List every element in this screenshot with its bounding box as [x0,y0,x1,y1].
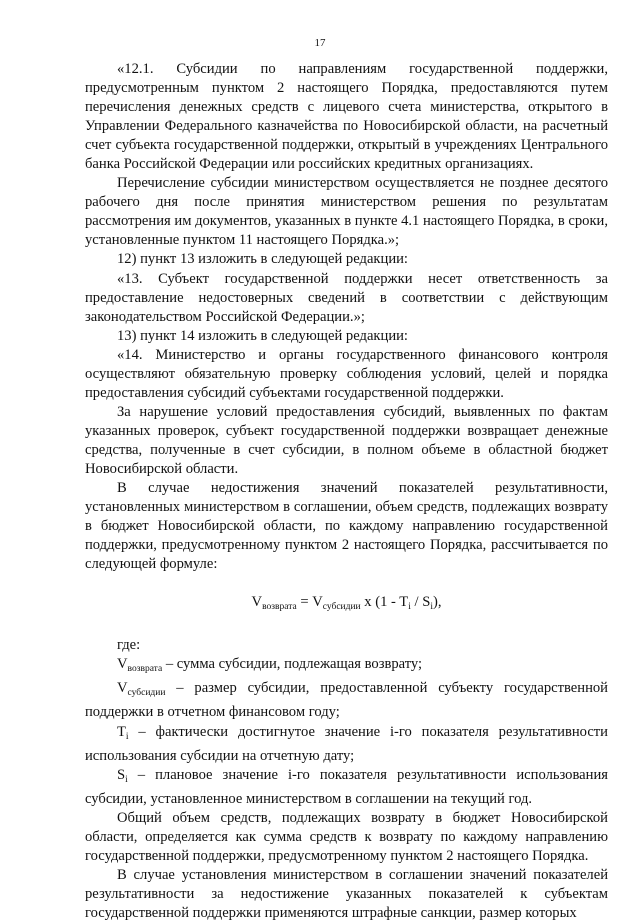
def-t-sub: i [125,731,129,742]
definition-t [85,723,608,766]
def-v-refund-symbol: V [117,656,128,673]
paragraph-14: «14. Министерство и органы государственного финансового контроля осуществляют обязательную проверку соблюдения условий, целей и порядка предоставления субсидий субъектами государственной поддержки. [85,346,608,401]
paragraph-12-1: «12.1. Субсидии по направлениям государственной поддержки, предусмотренным пунктом 2 настоящего Порядка, предоставляются путем перечисления денежных средств с лицевого счета министерства, открытого в Управлении Федерального казначейства по Новосибирской области, на расчетный счет субъекта государственной поддержки, открытый в учреждениях Центрального банка Российской Федерации или российских кредитных организациях. [85,61,608,173]
paragraph-item-13: 13) пункт 14 изложить в следующей редакции: [117,327,408,344]
formula-v-subsidy: V [312,594,323,611]
formula-v-subsidy-sub: субсидии [322,602,361,613]
def-v-subsidy-text: – размер субсидии, предоставленной субъекту государственной поддержки в отчетном финансовом году; [85,680,608,721]
paragraph-transfer-terms: Перечисление субсидии министерством осуществляется не позднее десятого рабочего дня после принятия министерством решения по результатам рассмотрения им документов, указанных в пункте 4.1 настоящего Порядка, в сроки, установленные пунктом 11 настоящего Порядка.»; [85,175,609,249]
refund-formula [85,593,608,617]
paragraph-item-12: 12) пункт 13 изложить в следующей редакции: [117,251,408,268]
definition-v-subsidy [85,679,608,722]
paragraph-underachievement: В случае недостижения значений показателей результативности, установленных министерством в соглашении, объем средств, подлежащих возврату в бюджет Новосибирской области, по каждому направлению государственной поддержки, предусмотренному пунктом 2 настоящего Порядка, рассчитывается по следующей формуле: [85,480,608,573]
formula-t-index: i [408,602,411,613]
def-v-refund-sub: возврата [127,664,163,675]
def-v-refund-text: – сумма субсидии, подлежащая возврату; [162,656,423,673]
document-body [85,60,608,923]
definition-v-refund [85,655,608,679]
def-s-symbol: S [117,766,126,783]
where-label: где: [117,637,141,654]
formula-v-refund: V [251,594,263,611]
def-s-sub: i [125,774,128,785]
definition-s [85,766,608,809]
formula-equals: = [296,594,313,611]
def-s-text: – плановое значение i-го показателя результативности использования субсидии, установленное министерством в соглашении на текущий год. [85,766,608,807]
page-number: 17 [314,37,326,49]
def-t-text: – фактически достигнутое значение i-го показателя результативности использования субсидии на отчетную дату; [85,723,608,764]
paragraph-total-refund: Общий объем средств, подлежащих возврату в бюджет Новосибирской области, определяется как сумма средств к возврату по каждому направлению государственной поддержки, предусмотренному пунктом 2 настоящего Порядка. [85,809,608,864]
paragraph-13: «13. Субъект государственной поддержки несет ответственность за предоставление недостоверных сведений в соответствии с действующим законодательством Российской Федерации.»; [85,270,608,325]
formula-divide: / S [410,594,431,611]
formula-v-refund-sub: возврата [262,602,297,613]
def-v-subsidy-symbol: V [117,680,128,697]
formula-end: ), [432,594,442,611]
formula-middle: x (1 - T [360,594,409,611]
paragraph-penalties: В случае установления министерством в соглашении значений показателей результативности за недостижение указанных показателей к субъектам государственной поддержки применяются штрафные санкции, размер которых [85,866,608,921]
formula-s-index: i [430,602,433,613]
def-v-subsidy-sub: субсидии [127,688,166,699]
paragraph-violation-refund: За нарушение условий предоставления субсидий, выявленных по фактам указанных проверок, субъект государственной поддержки возвращает денежные средства, полученные в счет субсидии, в полном объеме в областной бюджет Новосибирской области. [85,403,608,477]
def-t-symbol: T [117,723,126,740]
